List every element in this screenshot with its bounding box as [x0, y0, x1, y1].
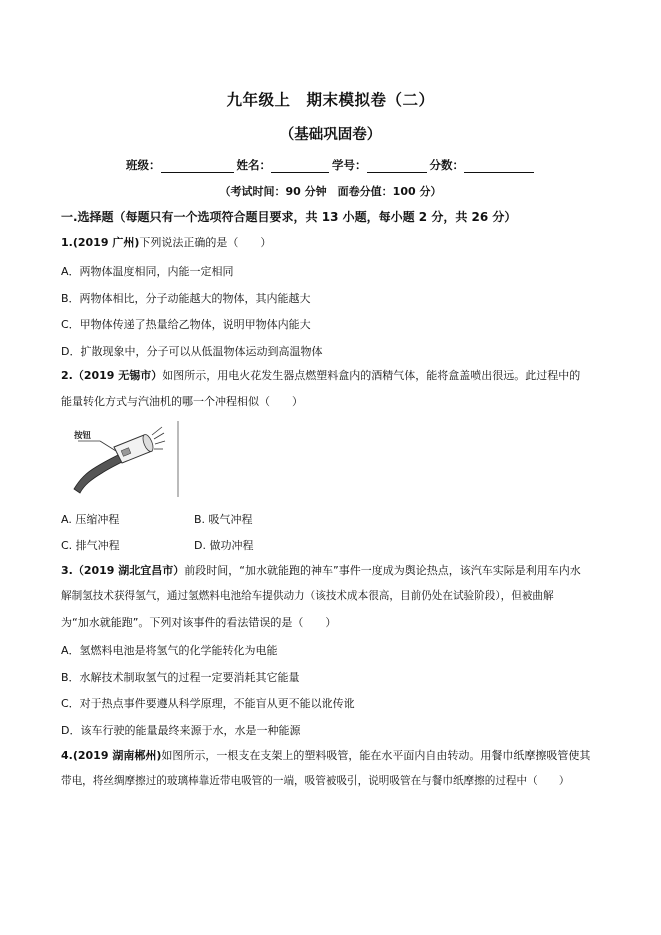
- option-c[interactable]: C．对于热点事件要遵从科学原理，不能盲从更不能以讹传讹: [61, 697, 355, 710]
- option-b[interactable]: B．水解技术制取氢气的过程一定要消耗其它能量: [61, 671, 300, 684]
- name-label: 姓名：: [236, 158, 271, 172]
- question-text: 如图所示，用电火花发生器点燃塑料盒内的酒精气体，能将盒盖喷出很远。此过程中的: [162, 369, 581, 382]
- id-blank[interactable]: [367, 160, 427, 173]
- question-1: [61, 236, 606, 249]
- name-blank[interactable]: [271, 160, 329, 173]
- question-source: （2019 无锡市）: [72, 369, 163, 382]
- question-text: 如图所示，一根支在支架上的塑料吸管，能在水平面内自由转动。用餐巾纸摩擦吸管使其: [161, 749, 591, 762]
- exam-title: 九年级上 期末模拟卷（二）: [226, 91, 435, 109]
- question-source: (2019 广州): [72, 236, 140, 249]
- question-source: （2019 湖北宜昌市）: [72, 564, 185, 577]
- class-label: 班级：: [126, 158, 161, 172]
- question-2: [61, 369, 606, 382]
- exam-subtitle: （基础巩固卷）: [279, 127, 382, 143]
- score-blank[interactable]: [464, 160, 534, 173]
- question-text-line: 为“加水就能跑”。下列对该事件的看法错误的是（ ）: [61, 616, 337, 629]
- question-3: [61, 564, 606, 577]
- id-label: 学号：: [332, 158, 367, 172]
- option-a[interactable]: A. 压缩冲程: [61, 513, 120, 526]
- question-number: 4.: [61, 749, 73, 762]
- class-blank[interactable]: [161, 160, 234, 173]
- score-label: 分数：: [429, 158, 464, 172]
- option-b[interactable]: B．两物体相比，分子动能越大的物体，其内能越大: [61, 292, 311, 305]
- option-d[interactable]: D. 做功冲程: [194, 539, 254, 552]
- student-info-row: [126, 157, 526, 173]
- option-d[interactable]: D．扩散现象中，分子可以从低温物体运动到高温物体: [61, 345, 323, 358]
- question-number: 3.: [61, 564, 73, 577]
- question-4: [61, 749, 606, 762]
- question-number: 1.: [61, 236, 73, 249]
- question-source: (2019 湖南郴州): [72, 749, 162, 762]
- question-text-line: 解制氢技术获得氢气，通过氢燃料电池给车提供动力（该技术成本很高，目前仍处在试验阶段），但被曲解: [61, 590, 554, 602]
- question-text-line: 带电，将丝绸摩擦过的玻璃棒靠近带电吸管的一端，吸管被吸引，说明吸管在与餐巾纸摩擦的过程中（ ）: [61, 775, 570, 787]
- figure-label: 按钮: [74, 431, 92, 441]
- option-a[interactable]: A．氢燃料电池是将氢气的化学能转化为电能: [61, 644, 278, 657]
- exam-details: （考试时间：90 分钟 面卷分值：100 分）: [219, 185, 442, 198]
- spark-generator-figure: [72, 421, 184, 497]
- question-number: 2.: [61, 369, 73, 382]
- question-text: 前段时间，“加水就能跑的神车”事件一度成为舆论热点，该汽车实际是利用车内水: [184, 564, 581, 577]
- option-c[interactable]: C．甲物体传递了热量给乙物体，说明甲物体内能大: [61, 318, 311, 331]
- option-d[interactable]: D．该车行驶的能量最终来源于水，水是一种能源: [61, 724, 301, 737]
- option-b[interactable]: B. 吸气冲程: [194, 513, 253, 526]
- section-heading: 一.选择题（每题只有一个选项符合题目要求，共 13 小题，每小题 2 分，共 26 分）: [61, 210, 517, 224]
- question-text-line: 能量转化方式与汽油机的哪一个冲程相似（ ）: [61, 395, 303, 408]
- handle-shape: [74, 455, 124, 493]
- question-text: 下列说法正确的是（ ）: [139, 236, 272, 249]
- option-c[interactable]: C. 排气冲程: [61, 539, 120, 552]
- option-a[interactable]: A．两物体温度相同，内能一定相同: [61, 265, 234, 278]
